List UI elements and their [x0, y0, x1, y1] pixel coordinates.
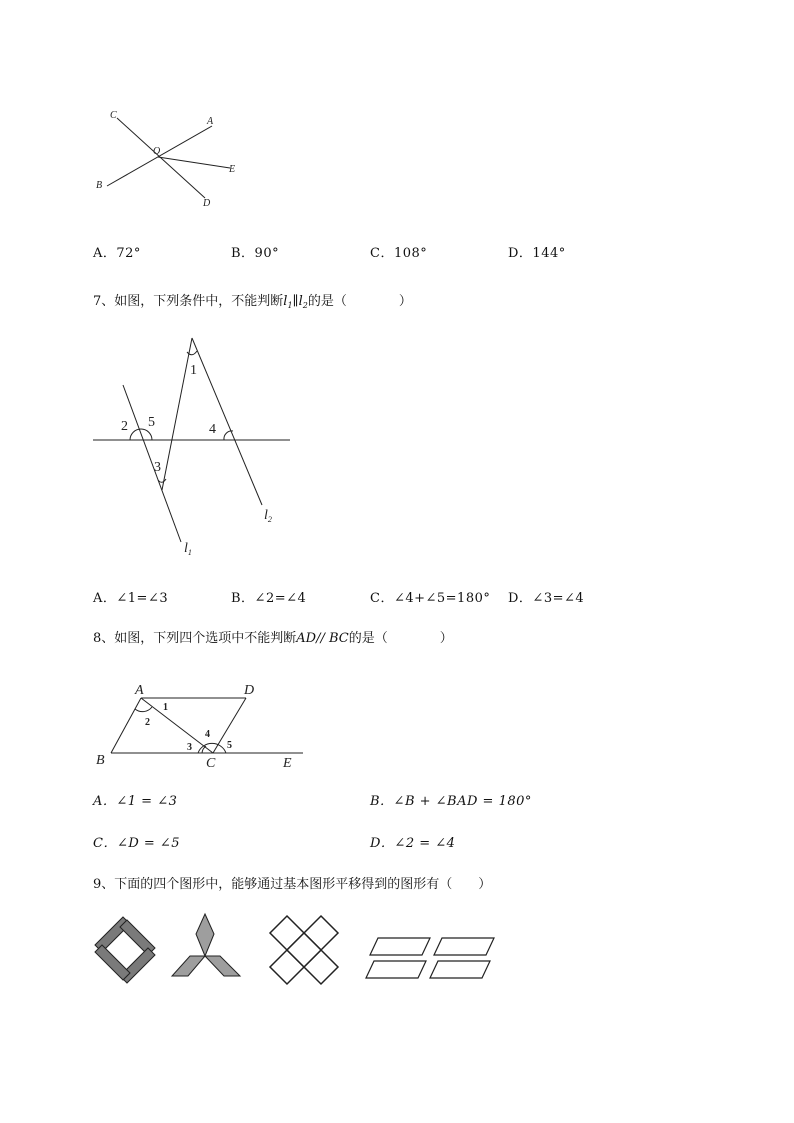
q7-parallel: ∥	[292, 294, 299, 309]
q6-label-d: D	[203, 198, 211, 209]
q8-figure	[90, 676, 315, 776]
q7-option-d[interactable]: D．∠3=∠4	[508, 591, 585, 606]
q7-l2: $l_2$	[298, 294, 308, 310]
q8-option-d[interactable]: D．∠2 = ∠4	[370, 836, 456, 851]
q6-figure	[90, 100, 250, 215]
q6-option-d[interactable]: D．144°	[508, 246, 566, 261]
q8-label-d: D	[244, 683, 255, 698]
q6-label-a: A	[207, 116, 214, 127]
q7-option-a[interactable]: A．∠1=∠3	[93, 591, 169, 606]
q7-angle-3: 3	[154, 460, 161, 475]
q6-label-o: O	[153, 146, 161, 157]
q8-angle-3: 3	[187, 742, 192, 753]
q9-figure-3-squares	[267, 914, 343, 988]
q8-angle-2: 2	[145, 717, 150, 728]
q8-prefix: 8、如图，下列四个选项中不能判断	[93, 631, 297, 646]
q9-figure-1-diamond-bars	[90, 915, 160, 985]
q7-option-c[interactable]: C．∠4+∠5=180°	[370, 591, 491, 606]
q8-label-a: A	[135, 683, 144, 698]
q7-figure	[90, 330, 300, 560]
q7-question	[93, 290, 412, 310]
q8-option-b[interactable]: B．∠B + ∠BAD = 180°	[370, 794, 532, 809]
q7-angle-1: 1	[190, 363, 197, 378]
q8-angle-1: 1	[163, 702, 168, 713]
q7-option-b[interactable]: B．∠2=∠4	[231, 591, 307, 606]
q6-label-e: E	[229, 164, 236, 175]
q6-label-b: B	[96, 180, 103, 191]
q8-suffix: 的是（ ）	[348, 631, 453, 646]
q7-angle-4: 4	[209, 422, 216, 437]
q9-figure-4-parallelograms	[362, 935, 497, 983]
q7-angle-2: 2	[121, 419, 128, 434]
q6-label-c: C	[110, 110, 117, 121]
q7-l1: $l_1$	[283, 294, 293, 310]
q7-label-l1: $l_1$	[184, 541, 192, 557]
q7-angle-5: 5	[148, 415, 155, 430]
q6-option-a[interactable]: A．72°	[93, 246, 141, 261]
q6-option-c[interactable]: C．108°	[370, 246, 428, 261]
q7-label-l2: $l_2$	[264, 508, 272, 524]
q9-question: 9、下面的四个图形中，能够通过基本图形平移得到的图形有（ ）	[93, 877, 492, 892]
q8-option-c[interactable]: C．∠D = ∠5	[93, 836, 181, 851]
q7-suffix: 的是（ ）	[307, 294, 412, 309]
q8-question	[93, 627, 453, 646]
q8-label-e: E	[283, 756, 292, 771]
q8-label-c: C	[206, 756, 216, 771]
q8-label-b: B	[96, 753, 105, 768]
q8-angle-4: 4	[205, 729, 210, 740]
q8-option-a[interactable]: A．∠1 = ∠3	[93, 794, 178, 809]
q7-prefix: 7、如图，下列条件中，不能判断	[93, 294, 284, 309]
q8-ad-bc: AD// BC	[296, 631, 349, 646]
q6-option-b[interactable]: B．90°	[231, 246, 280, 261]
q8-angle-5: 5	[227, 740, 232, 751]
q9-figure-2-rhombi	[168, 912, 244, 980]
